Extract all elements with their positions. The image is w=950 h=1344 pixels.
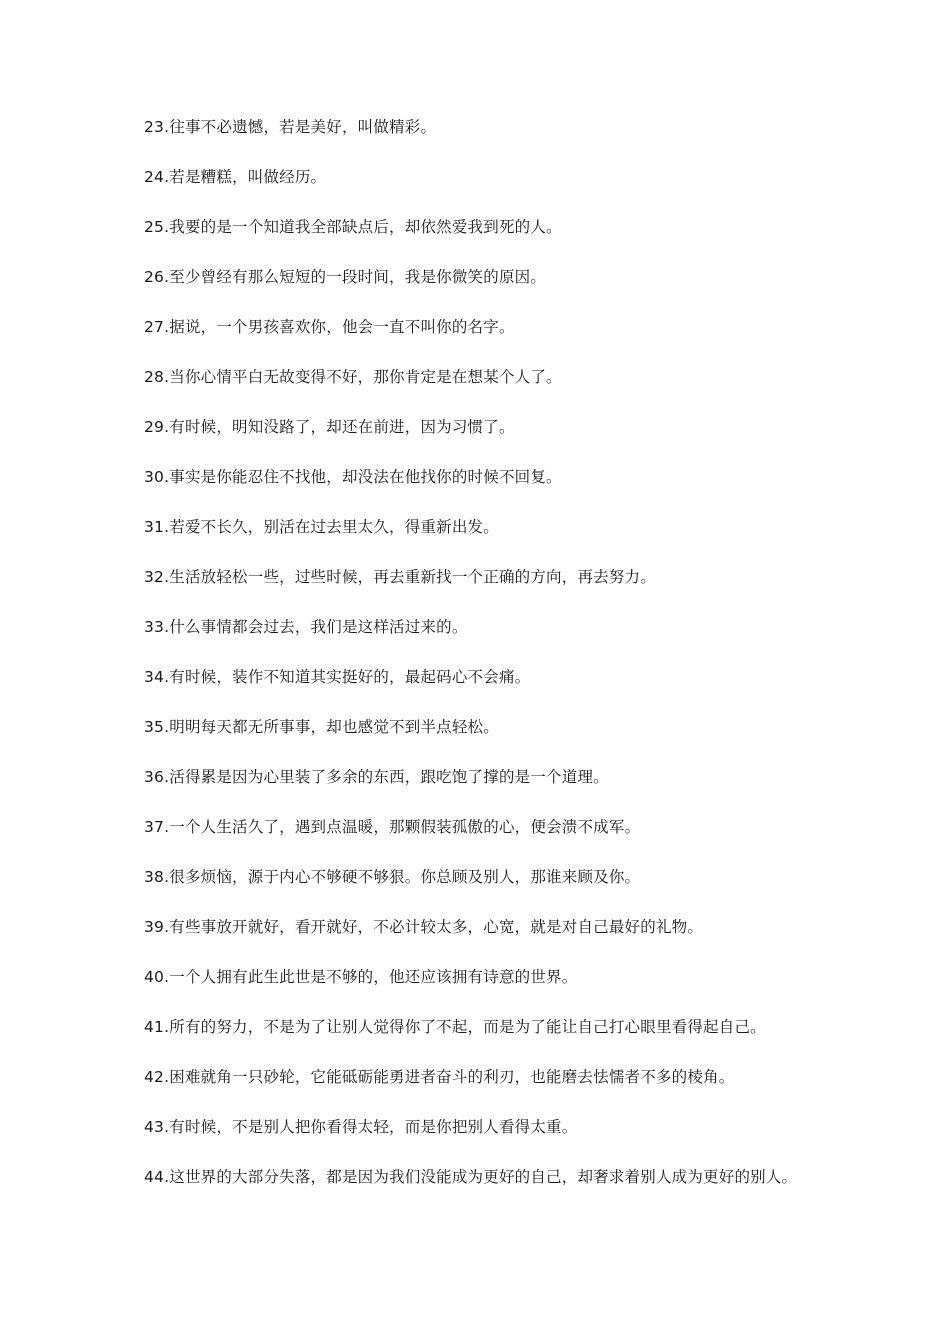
quote-line: 28.当你心情平白无故变得不好，那你肯定是在想某个人了。 xyxy=(144,368,562,386)
quote-line: 43.有时候，不是别人把你看得太轻，而是你把别人看得太重。 xyxy=(144,1118,578,1136)
quote-line: 30.事实是你能忍住不找他，却没法在他找你的时候不回复。 xyxy=(144,468,562,486)
quote-line: 36.活得累是因为心里装了多余的东西，跟吃饱了撑的是一个道理。 xyxy=(144,768,609,786)
quote-line: 42.困难就角一只砂轮，它能砥砺能勇进者奋斗的利刃，也能磨去怯懦者不多的棱角。 xyxy=(144,1068,735,1086)
quote-line: 37.一个人生活久了，遇到点温暖，那颗假装孤傲的心，便会溃不成军。 xyxy=(144,818,641,836)
quote-line: 26.至少曾经有那么短短的一段时间，我是你微笑的原因。 xyxy=(144,268,547,286)
quote-line: 32.生活放轻松一些，过些时候，再去重新找一个正确的方向，再去努力。 xyxy=(144,568,656,586)
quote-list xyxy=(144,115,814,1190)
quote-line: 38.很多烦恼，源于内心不够硬不够狠。你总顾及别人，那谁来顾及你。 xyxy=(144,868,641,886)
quote-line: 41.所有的努力，不是为了让别人觉得你了不起，而是为了能让自己打心眼里看得起自己。 xyxy=(144,1018,766,1036)
quote-line: 33.什么事情都会过去，我们是这样活过来的。 xyxy=(144,618,468,636)
quote-line: 34.有时候，装作不知道其实挺好的，最起码心不会痛。 xyxy=(144,668,531,686)
quote-line: 44.这世界的大部分失落，都是因为我们没能成为更好的自己，却奢求着别人成为更好的别人。 xyxy=(144,1168,798,1186)
quote-line: 23.往事不必遗憾，若是美好，叫做精彩。 xyxy=(144,118,437,136)
quote-line: 24.若是糟糕，叫做经历。 xyxy=(144,168,327,186)
quote-line: 27.据说，一个男孩喜欢你，他会一直不叫你的名字。 xyxy=(144,318,515,336)
quote-line: 40.一个人拥有此生此世是不够的，他还应该拥有诗意的世界。 xyxy=(144,968,578,986)
quote-line: 35.明明每天都无所事事，却也感觉不到半点轻松。 xyxy=(144,718,499,736)
quote-line: 29.有时候，明知没路了，却还在前进，因为习惯了。 xyxy=(144,418,515,436)
quote-line: 39.有些事放开就好，看开就好，不必计较太多，心宽，就是对自己最好的礼物。 xyxy=(144,918,704,936)
quote-line: 31.若爱不长久，别活在过去里太久，得重新出发。 xyxy=(144,518,499,536)
quote-line: 25.我要的是一个知道我全部缺点后，却依然爱我到死的人。 xyxy=(144,218,562,236)
